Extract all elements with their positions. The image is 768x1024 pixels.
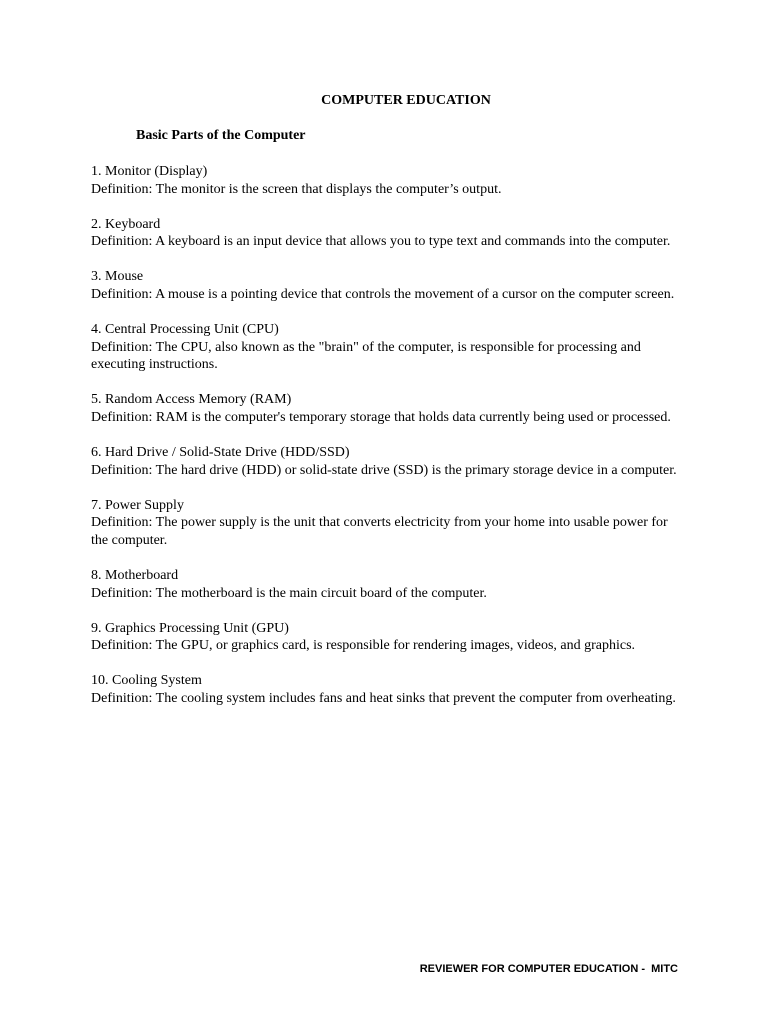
item-title: 5. Random Access Memory (RAM) bbox=[91, 392, 292, 408]
list-item bbox=[91, 620, 681, 655]
list-item bbox=[91, 497, 681, 550]
list-item bbox=[91, 672, 681, 707]
item-definition: Definition: The motherboard is the main circuit board of the computer. bbox=[91, 585, 487, 601]
item-title: 10. Cooling System bbox=[91, 673, 202, 689]
item-title: 7. Power Supply bbox=[91, 497, 184, 513]
item-definition: Definition: A mouse is a pointing device that controls the movement of a cursor on the computer screen. bbox=[91, 286, 675, 302]
list-item bbox=[91, 163, 681, 198]
item-title: 4. Central Processing Unit (CPU) bbox=[91, 322, 279, 338]
item-title: 3. Mouse bbox=[91, 269, 144, 285]
item-definition: Definition: RAM is the computer's temporary storage that holds data currently being used or processed. bbox=[91, 409, 671, 425]
item-definition: Definition: The power supply is the unit that converts electricity from your home into usable power for the computer. bbox=[91, 515, 668, 548]
item-title: 6. Hard Drive / Solid-State Drive (HDD/SSD) bbox=[91, 445, 350, 461]
list-item bbox=[91, 567, 681, 602]
list-item bbox=[91, 216, 681, 251]
document-title: COMPUTER EDUCATION bbox=[321, 93, 491, 108]
list-item bbox=[91, 444, 681, 479]
item-definition: Definition: The CPU, also known as the "brain" of the computer, is responsible for processing and executing instructions. bbox=[91, 339, 641, 373]
list-item bbox=[91, 268, 681, 303]
item-definition: Definition: The hard drive (HDD) or solid-state drive (SSD) is the primary storage device in a computer. bbox=[91, 462, 677, 478]
item-title: 9. Graphics Processing Unit (GPU) bbox=[91, 620, 289, 636]
item-title: 1. Monitor (Display) bbox=[91, 164, 208, 179]
item-definition: Definition: A keyboard is an input device that allows you to type text and commands into the computer. bbox=[91, 234, 671, 250]
page-footer: REVIEWER FOR COMPUTER EDUCATION - MITC bbox=[419, 963, 678, 975]
list-item bbox=[91, 391, 681, 426]
item-title: 2. Keyboard bbox=[91, 216, 161, 232]
item-definition: Definition: The cooling system includes fans and heat sinks that prevent the computer from overheating. bbox=[91, 690, 676, 706]
item-definition: Definition: The monitor is the screen that displays the computer’s output. bbox=[91, 181, 502, 197]
document-subtitle: Basic Parts of the Computer bbox=[136, 128, 306, 143]
item-definition: Definition: The GPU, or graphics card, is responsible for rendering images, videos, and graphics. bbox=[91, 638, 636, 654]
item-title: 8. Motherboard bbox=[91, 568, 179, 583]
list-item bbox=[91, 321, 681, 374]
parts-list bbox=[91, 163, 681, 725]
